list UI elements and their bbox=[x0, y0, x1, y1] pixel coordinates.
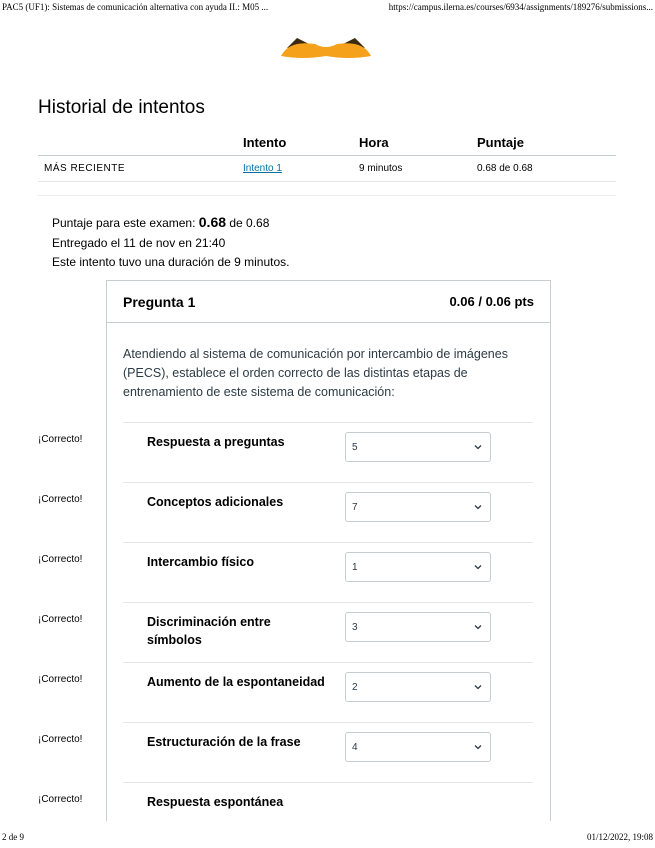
print-datetime: 01/12/2022, 19:08 bbox=[586, 832, 653, 842]
match-row bbox=[123, 782, 533, 821]
select-value: 7 bbox=[352, 501, 358, 513]
mascot-logo-icon bbox=[279, 34, 373, 60]
answer-select[interactable] bbox=[345, 432, 491, 462]
page-number: 2 de 9 bbox=[2, 832, 24, 842]
match-row bbox=[123, 542, 533, 603]
attempt-link[interactable]: Intento 1 bbox=[243, 163, 282, 174]
match-label: Intercambio físico bbox=[147, 555, 254, 569]
question-card bbox=[106, 280, 551, 821]
correct-label: ¡Correcto! bbox=[38, 614, 83, 625]
answer-select[interactable] bbox=[345, 672, 491, 702]
question-points: 0.06 / 0.06 pts bbox=[449, 294, 534, 309]
column-header-intento: Intento bbox=[237, 133, 353, 156]
chevron-down-icon bbox=[474, 743, 482, 751]
match-row bbox=[123, 722, 533, 783]
chevron-down-icon bbox=[474, 563, 482, 571]
score-suffix: de 0.68 bbox=[226, 216, 270, 230]
chevron-down-icon bbox=[474, 683, 482, 691]
attempt-score: 0.68 de 0.68 bbox=[471, 156, 616, 182]
answer-select[interactable] bbox=[345, 732, 491, 762]
column-header-hora: Hora bbox=[353, 133, 471, 156]
attempt-label: MÁS RECIENTE bbox=[38, 156, 237, 182]
correct-label: ¡Correcto! bbox=[38, 494, 83, 505]
submitted-line: Entregado el 11 de nov en 21:40 bbox=[52, 235, 226, 250]
attempt-cell bbox=[237, 156, 353, 182]
match-label: Estructuración de la frase bbox=[147, 735, 301, 749]
table-row bbox=[38, 156, 616, 182]
print-footer bbox=[0, 830, 655, 844]
chevron-down-icon bbox=[474, 443, 482, 451]
correct-label: ¡Correcto! bbox=[38, 554, 83, 565]
select-value: 4 bbox=[352, 741, 358, 753]
select-value: 3 bbox=[352, 621, 358, 633]
match-label: Respuesta espontánea bbox=[147, 795, 284, 809]
match-row bbox=[123, 602, 533, 663]
attempt-time: 9 minutos bbox=[353, 156, 471, 182]
submission-summary bbox=[52, 213, 290, 273]
duration-line: Este intento tuvo una duración de 9 minutos. bbox=[52, 255, 290, 269]
score-line bbox=[52, 213, 290, 234]
match-label: Discriminación entre símbolos bbox=[147, 615, 271, 647]
attempts-table bbox=[38, 133, 616, 182]
question-title: Pregunta 1 bbox=[123, 293, 196, 310]
column-header-puntaje: Puntaje bbox=[471, 133, 616, 156]
correct-label: ¡Correcto! bbox=[38, 434, 83, 445]
select-value: 1 bbox=[352, 561, 358, 573]
table-header-row bbox=[38, 133, 616, 156]
print-url: https://campus.ilerna.es/courses/6934/assignments/189276/submissions... bbox=[388, 2, 653, 12]
answer-select[interactable] bbox=[345, 612, 491, 642]
history-title: Historial de intentos bbox=[38, 97, 205, 118]
column-header bbox=[38, 133, 237, 156]
correct-label: ¡Correcto! bbox=[38, 794, 83, 805]
divider bbox=[38, 195, 616, 196]
match-label: Conceptos adicionales bbox=[147, 495, 284, 509]
answer-select[interactable] bbox=[345, 552, 491, 582]
match-row bbox=[123, 422, 533, 483]
select-value: 5 bbox=[352, 441, 358, 453]
match-label: Respuesta a preguntas bbox=[147, 435, 285, 449]
question-text: Atendiendo al sistema de comunicación por intercambio de imágenes (PECS), establece el orden correcto de las distintas etapas de entrenamiento de este sistema de comunicación: bbox=[123, 347, 508, 399]
chevron-down-icon bbox=[474, 503, 482, 511]
chevron-down-icon bbox=[474, 623, 482, 631]
score-value: 0.68 bbox=[198, 214, 227, 230]
question-header bbox=[107, 281, 550, 323]
correct-label: ¡Correcto! bbox=[38, 674, 83, 685]
score-prefix: Puntaje para este examen: bbox=[52, 216, 199, 230]
print-header bbox=[0, 0, 655, 14]
select-value: 2 bbox=[352, 681, 358, 693]
answer-select[interactable] bbox=[345, 492, 491, 522]
match-row bbox=[123, 662, 533, 723]
match-row bbox=[123, 482, 533, 543]
correct-label: ¡Correcto! bbox=[38, 734, 83, 745]
print-title: PAC5 (UF1): Sistemas de comunicación alternativa con ayuda II.: M05 ... bbox=[2, 2, 269, 12]
match-label: Aumento de la espontaneidad bbox=[147, 675, 325, 689]
